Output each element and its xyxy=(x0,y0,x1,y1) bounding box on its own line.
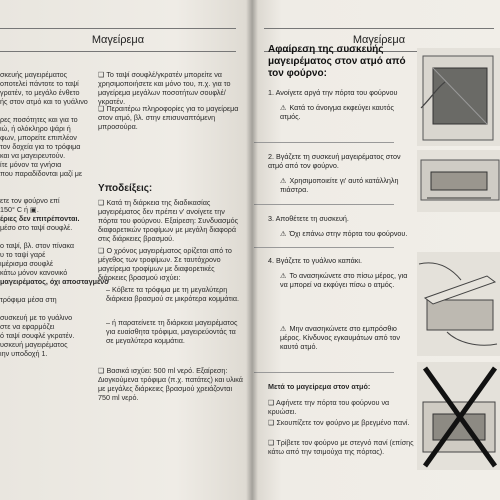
step-1-text: 1. Ανοίγετε αργά την πόρτα του φούρνου xyxy=(268,88,398,97)
dash-item-2: – ή παρατείνετε τη διάρκεια μαγειρέματος για ευαίσθητα τρόφιμα, μαγειρεύοντάς τα σε μεγαλύτερα κομμάτια. xyxy=(106,318,238,345)
left-column-line: στε να εφαρμόζει xyxy=(0,322,55,331)
lifting-lid-illustration xyxy=(417,252,500,356)
left-column-line: ρες ποσότητες και για το xyxy=(0,115,78,124)
tip-1: ❑ Κατά τη διάρκεια της διαδικασίας μαγειρέματος δεν πρέπει ν' ανοίγετε την πόρτα του φούρνου. Εξαίρεση: Συνδυασμός διαφορετικών τροφίμων με μεγάλη διαφορά στις διάρκειες βρασμού. xyxy=(98,198,244,243)
right-page-header: Μαγείρεμα xyxy=(264,28,494,52)
cleaning-illustration-crossed xyxy=(417,362,500,470)
left-column-line: και να μαγειρευτούν. xyxy=(0,151,66,160)
tip-3: ❑ Βασικά ισχύει: 500 ml νερό. Εξαίρεση: Διογκούμενα τρόφιμα (π.χ. πατάτες) και υλικά με μεγάλες διάρκειες βρασμού χρειάζονται 750 ml νερό. xyxy=(98,366,244,402)
after-steaming-heading: Μετά το μαγείρεμα στον ατμό: xyxy=(268,382,371,391)
dash-item-1: – Κόβετε τα τρόφιμα με τη μεγαλύτερη διάρκεια βρασμού σε μικρότερα κομμάτια. xyxy=(106,285,240,303)
left-column-line: έριες δεν επιτρέπονται. xyxy=(0,214,80,223)
left-column-line: φων, μπορείτε επιπλέον xyxy=(0,133,77,142)
left-column-line: που παραδίδονται μαζί με xyxy=(0,169,83,178)
left-column-line: υσκευή μαγειρέματος xyxy=(0,340,68,349)
step-5-warning xyxy=(268,318,413,351)
step-3-text: 3. Αποθέτετε τη συσκευή. xyxy=(268,214,349,223)
left-column-line: κάτω μόνον κανονικό xyxy=(0,268,68,277)
left-column-line: ιην υποδοχή 1. xyxy=(0,349,48,358)
left-column-line: 150° C ή ▣. xyxy=(0,205,39,214)
step-1 xyxy=(268,88,413,121)
left-column-line: τρόφιμα μέσα στη xyxy=(0,295,57,304)
left-note-1: ❑ Το ταψί σουφλέ/γκρατέν μπορείτε να χρησιμοποιήσετε και μόνο του, π.χ. για το μαγείρεμα μεγάλων ποσοτήτων σουφλέ/γκρατέν. xyxy=(98,70,244,106)
left-column-line: ής στον ατμό και το γυάλινο xyxy=(0,97,88,106)
after-item-3: ❑ Τρίβετε τον φούρνο με στεγνό πανί (επίσης κάτω από την τσιμούχα της πόρτας). xyxy=(268,438,416,456)
after-item-2: ❑ Σκουπίζετε τον φούρνο με βρεγμένο πανί. xyxy=(268,418,416,427)
left-column-line: ίτε μόνον τα γνήσια xyxy=(0,160,62,169)
step-4-note: Το ανασηκώνετε στο πίσω μέρος, για να μπορεί να εκφύγει πίσω ο ατμός. xyxy=(280,271,408,289)
warning-triangle-icon: ⚠ xyxy=(280,271,287,280)
divider xyxy=(254,372,394,373)
divider xyxy=(254,247,394,248)
left-note-2: ❑ Περαιτέρω πληροφορίες για το μαγείρεμα στον ατμό, βλ. στην επισυναπτόμενη μπροσούρα. xyxy=(98,104,244,131)
left-column-line: ετε τον φούρνο επί xyxy=(0,196,60,205)
step-5-note: Μην ανασηκώνετε στο εμπρόσθιο μέρος. Κίνδυνος εγκαυμάτων από τον καυτό ατμό. xyxy=(280,324,400,351)
left-column-line: ιμέρισμα σουφλέ xyxy=(0,259,54,268)
removal-heading: Αφαίρεση της συσκευής μαγειρέματος στον ατμό από τον φούρνο: xyxy=(268,44,406,79)
step-1-note: Κατά το άνοιγμα εκφεύγει καυτός ατμός. xyxy=(280,103,394,121)
warning-triangle-icon: ⚠ xyxy=(280,103,287,112)
step-3 xyxy=(268,214,413,238)
step-2 xyxy=(268,152,413,194)
left-column-line: μέσο στο ταψί σουφλέ. xyxy=(0,223,73,232)
tip-2: ❑ Ο χρόνος μαγειρέματος ορίζεται από το μέγεθος των τροφίμων. Σε ταυτόχρονο μαγείρεμα τροφίμων με διαφορετικές διάρκειες βρασμού ισχύει: xyxy=(98,246,244,282)
left-column-line: ό ταψί σουφλέ γκρατέν. xyxy=(0,331,75,340)
left-column-line: τον δοχεία για το τρόφιμα xyxy=(0,142,81,151)
step-3-note: Όχι επάνω στην πόρτα του φούρνου. xyxy=(289,229,408,238)
step-2-text: 2. Βγάζετε τη συσκευή μαγειρέματος στον ατμό από τον φούρνο. xyxy=(268,152,401,170)
left-column-line: υ το ταψί γαρέ xyxy=(0,250,46,259)
book-gutter xyxy=(246,0,258,500)
dash-item-2-text: ή παρατείνετε τη διάρκεια μαγειρέματος για ευαίσθητα τρόφιμα, μαγειρεύοντάς τα σε μεγαλύτερα κομμάτια. xyxy=(106,318,238,345)
right-page xyxy=(252,0,500,500)
tips-heading: Υποδείξεις: xyxy=(98,183,153,194)
warning-triangle-icon: ⚠ xyxy=(280,229,287,238)
left-column-line: ιώ, ή ολόκληρο ψάρι ή xyxy=(0,124,71,133)
step-4 xyxy=(268,256,413,289)
left-column-line: σκευής μαγειρέματος xyxy=(0,70,68,79)
left-column-line: οποτελεί πάντοτε το ταψί xyxy=(0,79,79,88)
removing-dish-illustration xyxy=(417,150,500,212)
dash-item-1-text: Κόβετε τα τρόφιμα με τη μεγαλύτερη διάρκεια βρασμού σε μικρότερα κομμάτια. xyxy=(106,285,240,303)
left-column-line: ο ταψί, βλ. στον πίνακα xyxy=(0,241,75,250)
divider xyxy=(254,204,394,205)
divider xyxy=(254,142,394,143)
left-column-line: γρατέν, το μεγάλο ένθετο xyxy=(0,88,80,97)
warning-triangle-icon: ⚠ xyxy=(280,324,287,333)
warning-triangle-icon: ⚠ xyxy=(280,176,287,185)
step-4-text: 4. Βγάζετε το γυάλινο καπάκι. xyxy=(268,256,362,265)
step-2-note: Χρησιμοποιείτε γι' αυτό κατάλληλη πιάστρα. xyxy=(280,176,399,194)
left-column-line: μαγειρέματος, όχι αποσταγμένο xyxy=(0,277,109,286)
after-item-1: ❑ Αφήνετε την πόρτα του φούρνου να κρυώσει. xyxy=(268,398,416,416)
left-page-header: Μαγείρεμα xyxy=(0,28,236,52)
oven-door-illustration xyxy=(417,48,500,146)
left-column-line: συσκευή με το γυάλινο xyxy=(0,313,73,322)
